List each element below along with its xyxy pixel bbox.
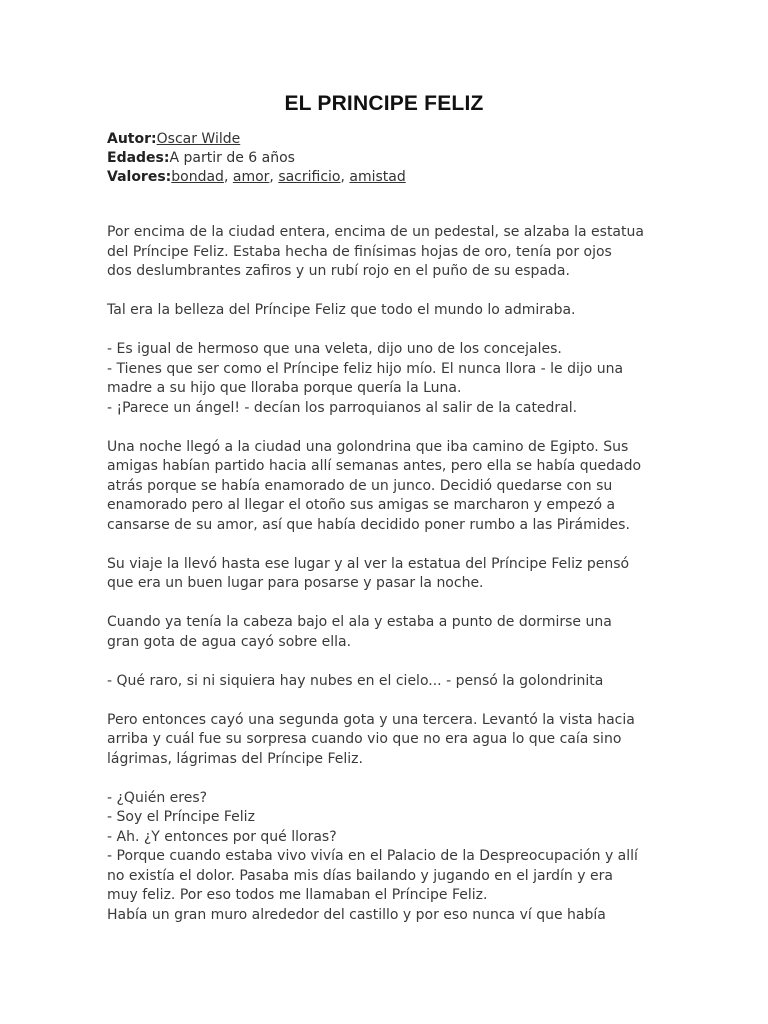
- paragraph-line: - Porque cuando estaba vivo vivía en el Palacio de la Despreocupación y allí: [107, 848, 638, 864]
- value-separator: ,: [340, 169, 350, 185]
- paragraph-line: - ¿Quién eres?: [107, 789, 208, 806]
- story-body: [107, 223, 667, 945]
- paragraph-line: Cuando ya tenía la cabeza bajo el ala y estaba a punto de dormirse una: [107, 614, 612, 630]
- author-label: Autor:: [107, 131, 157, 147]
- ages-label: Edades:: [107, 150, 170, 166]
- paragraph-line: Tal era la belleza del Príncipe Feliz que todo el mundo lo admiraba.: [107, 302, 576, 318]
- paragraph-line: del Príncipe Feliz. Estaba hecha de finísimas hojas de oro, tenía por ojos: [107, 243, 612, 260]
- author-link[interactable]: Oscar Wilde: [156, 131, 241, 147]
- paragraph-line: madre a su hijo que lloraba porque quería la Luna.: [107, 380, 462, 396]
- story-paragraph: [107, 223, 667, 282]
- paragraph-line: lágrimas, lágrimas del Príncipe Feliz.: [107, 750, 363, 767]
- story-paragraph: [107, 340, 667, 418]
- values-row: [107, 168, 406, 187]
- value-separator: ,: [223, 169, 233, 185]
- ages-value: A partir de 6 años: [169, 150, 295, 166]
- paragraph-line: que era un buen lugar para posarse y pasar la noche.: [107, 575, 484, 591]
- story-paragraph: [107, 711, 667, 770]
- value-link-amistad[interactable]: amistad: [349, 169, 406, 185]
- paragraph-line: Había un gran muro alrededor del castillo y por eso nunca ví que había: [107, 906, 606, 923]
- value-separator: ,: [269, 169, 279, 185]
- paragraph-line: - Qué raro, si ni siquiera hay nubes en el cielo... - pensó la golondrinita: [107, 672, 604, 689]
- paragraph-line: - ¡Parece un ángel! - decían los parroquianos al salir de la catedral.: [107, 399, 578, 416]
- story-metadata: [107, 130, 406, 187]
- values-label: Valores:: [107, 169, 172, 185]
- paragraph-line: Su viaje la llevó hasta ese lugar y al ver la estatua del Príncipe Feliz pensó: [107, 555, 630, 572]
- paragraph-line: Pero entonces cayó una segunda gota y una tercera. Levantó la vista hacia: [107, 711, 635, 728]
- paragraph-line: enamorado pero al llegar el otoño sus amigas se marcharon y empezó a: [107, 497, 616, 513]
- paragraph-line: cansarse de su amor, así que había decidido poner rumbo a las Pirámides.: [107, 516, 630, 533]
- paragraph-line: - Es igual de hermoso que una veleta, dijo uno de los concejales.: [107, 341, 562, 357]
- story-paragraph: [107, 613, 667, 652]
- author-row: [107, 130, 406, 149]
- paragraph-line: - Tienes que ser como el Príncipe feliz hijo mío. El nunca llora - le dijo una: [107, 360, 624, 377]
- paragraph-line: - Ah. ¿Y entonces por qué lloras?: [107, 828, 337, 845]
- paragraph-line: dos deslumbrantes zafiros y un rubí rojo en el puño de su espada.: [107, 263, 570, 279]
- value-link-sacrificio[interactable]: sacrificio: [278, 169, 341, 185]
- story-paragraph: [107, 555, 667, 594]
- paragraph-line: atrás porque se había enamorado de un junco. Decidió quedarse con su: [107, 477, 613, 494]
- story-paragraph: [107, 672, 667, 692]
- value-link-amor[interactable]: amor: [232, 169, 270, 185]
- story-paragraph: [107, 789, 667, 926]
- paragraph-line: Una noche llegó a la ciudad una golondrina que iba camino de Egipto. Sus: [107, 438, 629, 455]
- ages-row: [107, 149, 406, 168]
- paragraph-line: arriba y cuál fue su sorpresa cuando vio que no era agua lo que caía sino: [107, 731, 622, 747]
- value-link-bondad[interactable]: bondad: [171, 169, 224, 185]
- paragraph-line: no existía el dolor. Pasaba mis días bailando y jugando en el jardín y era: [107, 867, 613, 884]
- paragraph-line: amigas habían partido hacia allí semanas antes, pero ella se había quedado: [107, 458, 642, 474]
- story-paragraph: [107, 438, 667, 536]
- paragraph-line: muy feliz. Por eso todos me llamaban el Príncipe Feliz.: [107, 887, 488, 903]
- paragraph-line: Por encima de la ciudad entera, encima de un pedestal, se alzaba la estatua: [107, 224, 644, 240]
- paragraph-line: gran gota de agua cayó sobre ella.: [107, 633, 352, 650]
- page-title: EL PRINCIPE FELIZ: [284, 92, 484, 115]
- paragraph-line: - Soy el Príncipe Feliz: [107, 809, 255, 825]
- story-paragraph: [107, 301, 667, 321]
